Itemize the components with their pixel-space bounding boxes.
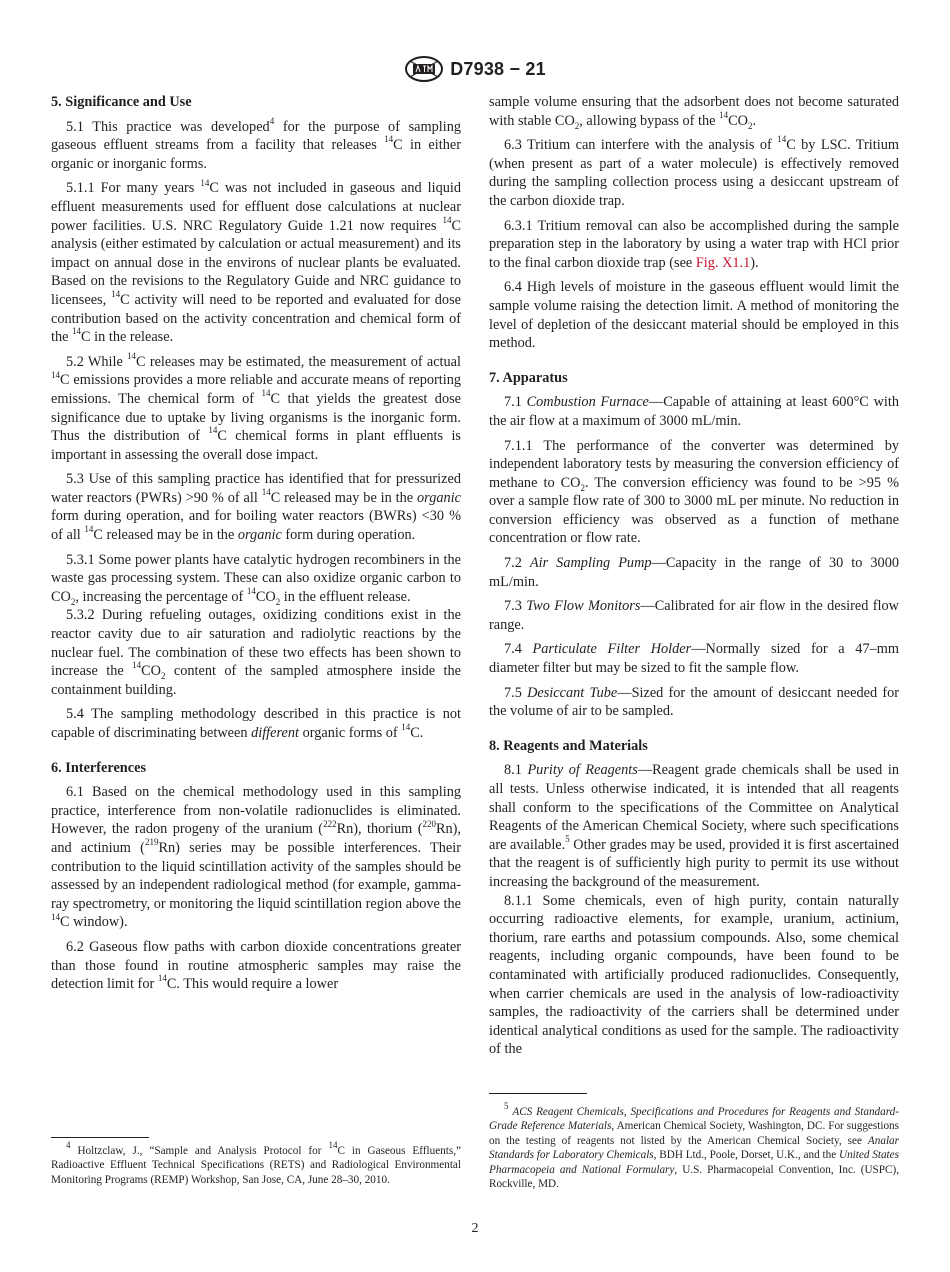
paragraph-6-3-1: 6.3.1 Tritium removal can also be accomplished during the sample preparation step in the laboratory by using a water trap with HCl prior to the final carbon dioxide trap (see Fig. X1.1). (489, 217, 899, 271)
paragraph-6-2-continued: sample volume ensuring that the adsorbent does not become saturated with stable $CO_2$, allowing bypass of the $^{14}CO_2$. (489, 94, 899, 131)
astm-logo-icon (404, 55, 444, 83)
paragraph-8-1: 8.1 Purity of Reagents—Reagent grade chemicals shall be used in all tests. Unless otherwise indicated, it is intended that all reagents shall conform to the specifications of the Committee on Analytical Reagents of the American Chemical Society, where such specifications are available.$^5$ Other grades may be used, provided it is first ascertained that the reagent is of sufficiently high purity to permit its use without increasing the background of the measurement. (489, 762, 899, 890)
section-5-title: 5. Significance and Use (51, 94, 192, 110)
paragraph-5-1: 5.1 This practice was developed$^4$ for the purpose of sampling gaseous effluent streams from a facility that releases $^{14}$C in either organic or inorganic forms. (51, 115, 461, 172)
paragraph-7-5: 7.5 Desiccant Tube—Sized for the amount of desiccant needed for the volume of air to be sampled. (489, 684, 900, 720)
footnote-rule (51, 1137, 149, 1138)
paragraph-6-3: 6.3 Tritium can interfere with the analysis of $^{14}$C by LSC. Tritium (when present as part of a water molecule) is effectively removed during the sampling collection process using a desiccant upstream of the carbon dioxide trap. (489, 134, 899, 209)
paragraph-5-3: 5.3 Use of this sampling practice has identified that for pressurized water reactors (PWRs) >90 % of all $^{14}$C released may be in the organic form during operation, and for boiling water reactors (BWRs) <30 % of all $^{14}$C released may be in the organic form during operation. (51, 471, 461, 544)
paragraph-5-3-2: 5.3.2 During refueling outages, oxidizing conditions exist in the reactor cavity due to air saturation and radiolytic reactions by the nuclear fuel. The combination of these two effects has been shown to increase the $^{14}CO_2$ content of the sampled atmosphere inside the containment building. (51, 607, 461, 698)
paragraph-5-2: 5.2 While $^{14}$C releases may be estimated, the measurement of actual $^{14}$C emissions provides a more reliable and accurate means of reporting emissions. The chemical form of $^{14}$C that yields the greatest dose significance due to uptake by living organisms is the inorganic form. Thus the distribution of $^{14}$C chemical forms in plant effluents is important in assessing the overall dose impact. (51, 350, 462, 463)
paragraph-7-4: 7.4 Particulate Filter Holder—Normally sized for a 47–mm diameter filter but may be sized to fit the sample flow. (489, 641, 899, 677)
paragraph-7-1: 7.1 Combustion Furnace—Capable of attaining at least 600°C with the air flow at a maximum of 3000 mL/min. (489, 394, 899, 429)
paragraph-5-1-1: 5.1.1 For many years $^{14}$C was not included in gaseous and liquid effluent measurements used for effluent dose calculations at nuclear power facilities. U.S. NRC Regulatory Guide 1.21 now requires $^{14}$C analysis (either estimated by calculation or actual measurement) and its impact on annual dose in the environs of nuclear plants be evaluated. Based on the revisions to the Regulatory Guide and NRC guidance to licensees, $^{14}$C activity will need to be reported and evaluated for dose contribution based on the activity concentration and chemical form of the $^{14}$C in the release. (51, 177, 461, 346)
footnote-5: $^5$ ACS Reagent Chemicals, Specifications and Procedures for Reagents and Standard-Grade Reference Materials, American Chemical Society, Washington, DC. For suggestions on the testing of reagents not listed by the American Chemical Society, see Analar Standards for Laboratory Chemicals, BDH Ltd., Poole, Dorset, U.K., and the United States Pharmacopeia and National Formulary, U.S. Pharmacopeial Convention, Inc. (USPC), Rockville, MD. (489, 1101, 900, 1191)
page-header (0, 52, 950, 86)
right-column (489, 93, 899, 1065)
section-7-title: 7. Apparatus (489, 369, 568, 386)
paragraph-7-2: 7.2 Air Sampling Pump—Capacity in the range of 30 to 3000 mL/min. (489, 555, 899, 590)
paragraph-5-3-1: 5.3.1 Some power plants have catalytic hydrogen recombiners in the waste gas processing system. These can also oxidize organic carbon to $CO_2$, increasing the percentage of $^{14}CO_2$ in the effluent release. (51, 551, 461, 607)
left-column (51, 93, 461, 1000)
page-number: 2 (471, 1221, 479, 1236)
paragraph-5-4: 5.4 The sampling methodology described in this practice is not capable of discriminating between different organic forms of $^{14}$C. (51, 706, 461, 741)
document-id: D7938 − 21 (450, 58, 546, 79)
section-8-title: 8. Reagents and Materials (489, 737, 648, 754)
paragraph-8-1-1: 8.1.1 Some chemicals, even of high purity, contain naturally occurring radioactive elements, for example, uranium, actinium, thorium, rare earths and potassium compounds. Also, some chemical reagents, including organic compounds, have been found to be contaminated with artificially produced radionuclides. Consequently, when carrier chemicals are used in the analysis of low-radioactivity samples, the radioactivity of the carriers shall be determined under identical analytical conditions as used for the sample. The radioactivity of the (489, 892, 899, 1058)
paragraph-6-4: 6.4 High levels of moisture in the gaseous effluent would limit the sample volume raising the detection limit. A method of monitoring the level of depletion of the desiccant material should be employed in this method. (489, 279, 899, 352)
paragraph-6-2: 6.2 Gaseous flow paths with carbon dioxide concentrations greater than those found in routine atmospheric samples may raise the detection limit for $^{14}$C. This would require a lower (51, 938, 461, 993)
paragraph-7-1-1: 7.1.1 The performance of the converter was determined by independent laboratory tests by measuring the conversion efficiency of methane to $CO_2$. The conversion efficiency was found to be >95 % over a sample flow rate of 300 to 3000 mL per minute. No reduction in conversion efficiency was observed as a function of methane concentration or flow rate. (489, 437, 899, 547)
footnote-rule (489, 1093, 587, 1094)
footnote-4-block (51, 1137, 461, 1187)
footnote-4: $^4$ Holtzclaw, J., “Sample and Analysis Protocol for $^{14}$C in Gaseous Effluents,” Radioactive Effluent Technical Specifications (RETS) and Radiological Environmental Monitoring Programs (REMP) Workshop, San Jose, CA, June 28–30, 2010. (51, 1140, 461, 1186)
footnote-5-block (489, 1093, 899, 1191)
paragraph-6-1: 6.1 Based on the chemical methodology used in this sampling practice, interference from non-volatile radionuclides is eliminated. However, the radon progeny of the uranium ($^{222}$Rn), thorium ($^{220}$Rn), and actinium ($^{219}$Rn) series may be possible interferences. Their contribution to the liquid scintillation activity of the samples should be assessed by an independent radiological method (for example, gamma-ray spectrometry, or monitoring the liquid scintillation region above the $^{14}$C window). (51, 784, 462, 931)
paragraph-7-3: 7.3 Two Flow Monitors—Calibrated for air flow in the desired flow range. (489, 598, 900, 633)
figure-x1-1-link[interactable]: Fig. X1.1 (695, 254, 751, 271)
section-6-title: 6. Interferences (51, 759, 147, 776)
